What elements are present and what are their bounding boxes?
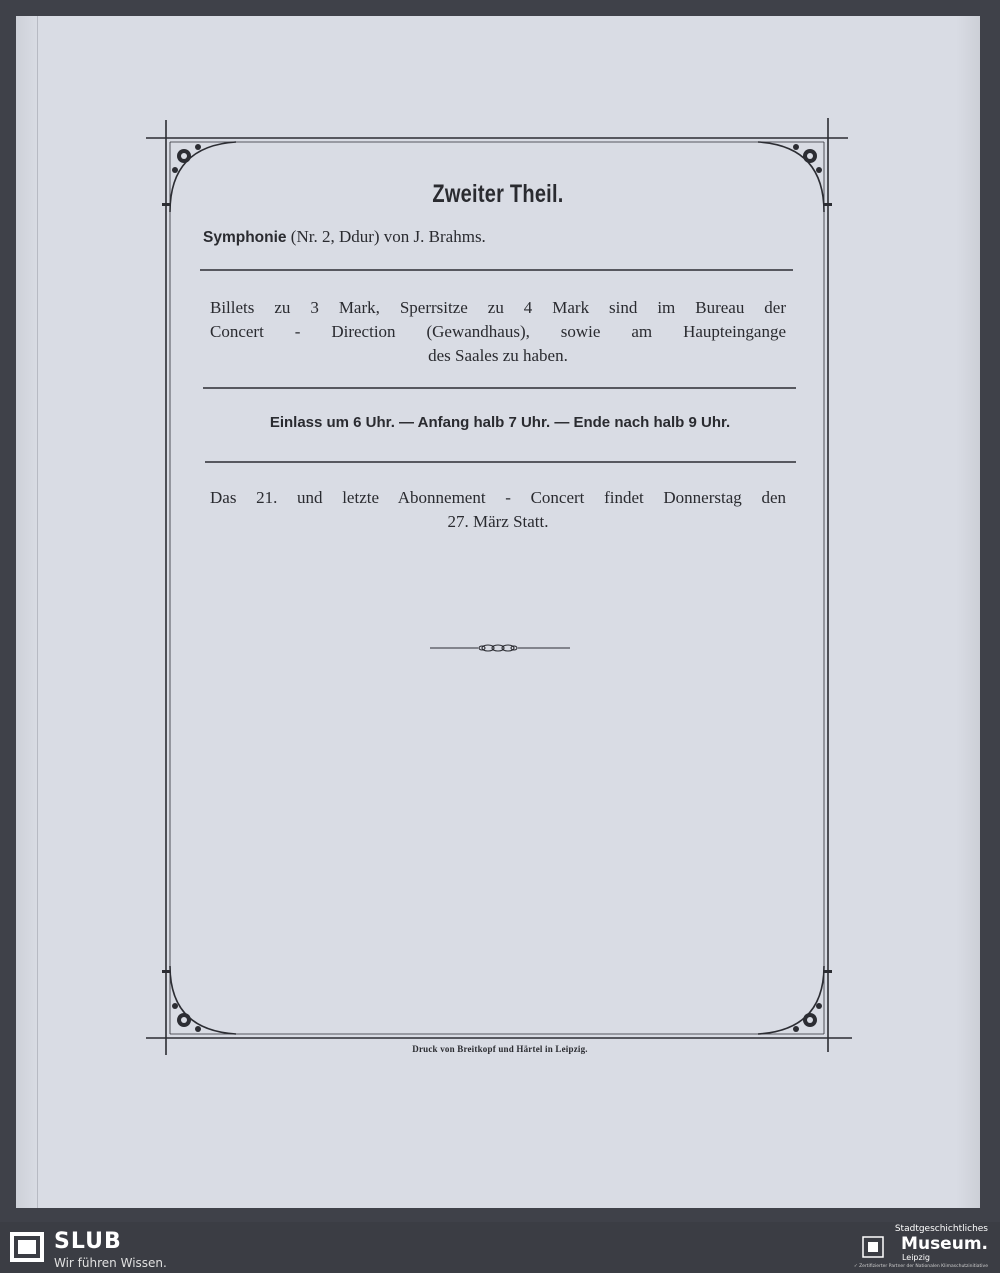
- ticket-info: [210, 296, 786, 368]
- slub-logo-icon: [10, 1232, 44, 1262]
- library-tagline: Wir führen Wissen.: [54, 1256, 167, 1270]
- ticket-info-line: Concert - Direction (Gewandhaus), sowie am Haupteingange: [210, 322, 786, 341]
- concert-times: Einlass um 6 Uhr. — Anfang halb 7 Uhr. — Ende nach halb 9 Uhr.: [269, 414, 731, 431]
- next-concert-notice: [210, 486, 786, 534]
- ticket-info-line: Billets zu 3 Mark, Sperrsitze zu 4 Mark sind im Bureau der: [210, 298, 786, 317]
- section-heading: Zweiter Theil.: [432, 180, 564, 208]
- next-concert-line: Das 21. und letzte Abonnement - Concert findet Donnerstag den: [210, 488, 786, 507]
- museum-certification: ✓ Zertifizierter Partner der Nationalen Klimaschutzinitiative: [853, 1264, 988, 1269]
- next-concert-line: 27. März Statt.: [447, 512, 549, 531]
- museum-city: Leipzig: [901, 1253, 930, 1262]
- program-title: Symphonie: [203, 229, 287, 246]
- museum-name: Museum.: [901, 1234, 988, 1254]
- library-name: SLUB: [54, 1229, 122, 1254]
- museum-line-1: Stadtgeschichtliches: [894, 1224, 988, 1234]
- printer-imprint: Druck von Breitkopf und Härtel in Leipzig.: [412, 1044, 588, 1054]
- museum-branding: [848, 1224, 988, 1271]
- program-details: (Nr. 2, Ddur) von J. Brahms.: [286, 227, 486, 246]
- program-entry: [203, 227, 486, 247]
- viewer-footer: [0, 1222, 1000, 1273]
- ticket-info-line: des Saales zu haben.: [428, 346, 568, 365]
